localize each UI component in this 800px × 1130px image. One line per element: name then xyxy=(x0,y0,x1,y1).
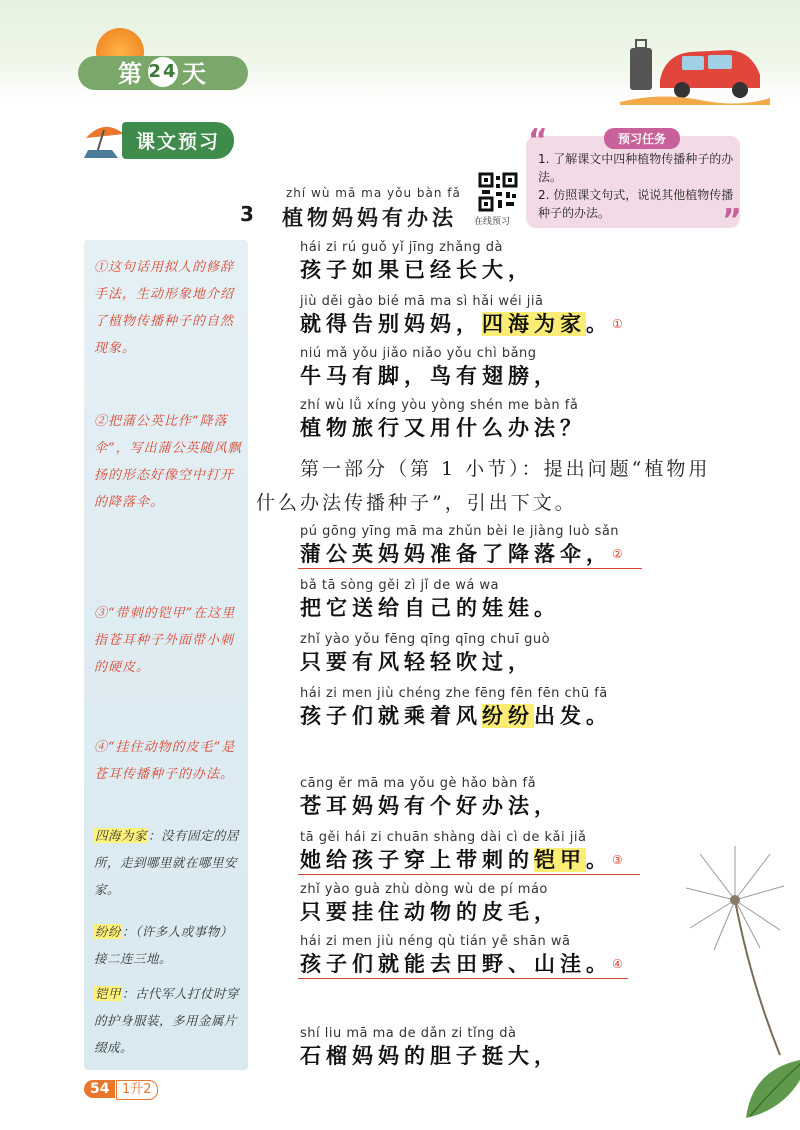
note-marker: ① xyxy=(612,317,628,331)
dandelion-icon xyxy=(680,840,790,1060)
task-item-2: 2. 仿照课文句式，说说其他植物传播种子的办法。 xyxy=(538,188,734,220)
note-4: ④“挂住动物的皮毛”是苍耳传播种子的办法。 xyxy=(94,740,236,782)
poem-line-8 xyxy=(300,686,612,730)
poem-line-11 xyxy=(300,882,560,926)
poem-line-3 xyxy=(300,346,560,390)
note-3: ③“带刺的铠甲”在这里指苍耳种子外面带小刺的硬皮。 xyxy=(94,606,236,675)
open-quote-icon: “ xyxy=(528,123,548,158)
highlight-term: 纷纷 xyxy=(482,704,534,728)
gloss-def: ：（许多人或事物）接二连三地。 xyxy=(94,924,233,966)
pinyin: zhǐ yào yǒu fēng qīng qīng chuī guò xyxy=(300,632,551,647)
hanzi: 苍耳妈妈有个好办法， xyxy=(300,794,560,818)
pinyin: niú mǎ yǒu jiǎo niǎo yǒu chì bǎng xyxy=(300,346,537,361)
day-number: 24 xyxy=(148,57,178,87)
pinyin: bǎ tā sòng gěi zì jǐ de wá wa xyxy=(300,578,500,593)
hanzi: 孩子们就乘着风纷纷出发。 xyxy=(300,704,612,728)
pinyin: hái zi rú guǒ yǐ jīng zhǎng dà xyxy=(300,240,503,255)
gloss-fenfen xyxy=(94,918,244,972)
underline xyxy=(298,874,640,875)
hanzi: 孩子如果已经长大， xyxy=(300,258,534,282)
hanzi: 蒲公英妈妈准备了降落伞，② xyxy=(300,542,628,566)
gloss-kaijia xyxy=(94,980,244,1061)
pinyin: shí liu mā ma de dǎn zi tǐng dà xyxy=(300,1026,517,1041)
hanzi: 只要有风轻轻吹过， xyxy=(300,650,534,674)
hanzi: 就得告别妈妈，四海为家。① xyxy=(300,312,628,336)
day-label xyxy=(118,54,208,89)
underline xyxy=(298,978,628,979)
hanzi: 只要挂住动物的皮毛， xyxy=(300,900,560,924)
gloss-term: 纷纷 xyxy=(95,924,122,939)
pinyin: hái zi men jiù chéng zhe fēng fēn fēn chū fā xyxy=(300,686,608,701)
pinyin: hái zi men jiù néng qù tián yě shān wā xyxy=(300,934,571,949)
hanzi: 把它送给自己的娃娃。 xyxy=(300,596,560,620)
car-luggage-icon xyxy=(620,20,770,105)
poem-line-12 xyxy=(300,934,628,978)
qr-code-icon[interactable] xyxy=(478,172,518,212)
note-marker: ② xyxy=(612,547,628,561)
lesson-number: 3 xyxy=(240,202,254,226)
section-header xyxy=(82,120,234,160)
poem-line-13 xyxy=(300,1026,560,1070)
day-suffix: 天 xyxy=(182,60,208,88)
gloss-def: ：古代军人打仗时穿的护身服装，多用金属片缀成。 xyxy=(94,986,240,1055)
lesson-title-pinyin: zhí wù mā ma yǒu bàn fǎ xyxy=(286,186,461,200)
poem-line-4 xyxy=(300,398,586,442)
task-title: 预习任务 xyxy=(604,128,680,149)
pinyin: pú gōng yīng mā ma zhǔn bèi le jiàng luò sǎn xyxy=(300,524,620,539)
lesson-title: 植物妈妈有办法 xyxy=(282,206,457,230)
poem-line-7 xyxy=(300,632,550,676)
poem-line-10 xyxy=(300,830,628,874)
note-2: ②把蒲公英比作“降落伞”，写出蒲公英随风飘扬的形态好像空中打开的降落伞。 xyxy=(94,414,242,510)
close-quote-icon: ” xyxy=(722,203,742,238)
leaf-icon xyxy=(742,1060,800,1120)
underline xyxy=(298,568,642,569)
highlight-term: 四海为家 xyxy=(482,312,586,336)
pinyin: zhí wù lǚ xíng yòu yòng shén me bàn fǎ xyxy=(300,398,579,413)
summary-line-2: 什么办法传播种子”，引出下文。 xyxy=(256,492,577,514)
note-1: ①这句话用拟人的修辞手法，生动形象地介绍了植物传播种子的自然现象。 xyxy=(94,260,235,356)
note-marker: ④ xyxy=(612,957,628,971)
day-prefix: 第 xyxy=(118,60,144,88)
gloss-term: 铠甲 xyxy=(95,986,122,1001)
poem-line-1 xyxy=(300,240,534,284)
gloss-def: ：没有固定的居所，走到哪里就在哪里安家。 xyxy=(94,828,240,897)
poem-line-6 xyxy=(300,578,560,622)
gloss-sihaiweijia xyxy=(94,822,244,903)
qr-label: 在线预习 xyxy=(474,217,511,227)
section-title: 课文预习 xyxy=(122,122,234,159)
poem-line-5 xyxy=(300,524,628,568)
hanzi: 植物旅行又用什么办法？ xyxy=(300,416,586,440)
hanzi: 牛马有脚，鸟有翅膀， xyxy=(300,364,560,388)
poem-line-2 xyxy=(300,294,628,338)
poem-line-9 xyxy=(300,776,560,820)
beach-umbrella-icon xyxy=(82,120,126,160)
pinyin: jiù děi gào bié mā ma sì hǎi wéi jiā xyxy=(300,294,544,309)
highlight-term: 铠甲 xyxy=(534,848,586,872)
hanzi: 她给孩子穿上带刺的铠甲。③ xyxy=(300,848,628,872)
task-item-1: 1. 了解课文中四种植物传播种子的办法。 xyxy=(538,152,734,184)
page-number: 54 xyxy=(84,1080,115,1098)
hanzi: 孩子们就能去田野、山洼。④ xyxy=(300,952,628,976)
gloss-term: 四海为家 xyxy=(95,828,148,843)
pinyin: tā gěi hái zi chuān shàng dài cì de kǎi jiǎ xyxy=(300,830,587,845)
pinyin: cāng ěr mā ma yǒu gè hǎo bàn fǎ xyxy=(300,776,537,791)
note-marker: ③ xyxy=(612,853,628,867)
grade-label: 1升2 xyxy=(116,1080,158,1100)
summary-line-1: 第一部分（第 1 小节）：提出问题“植物用 xyxy=(300,458,711,480)
hanzi: 石榴妈妈的胆子挺大， xyxy=(300,1044,560,1068)
pinyin: zhǐ yào guà zhù dòng wù de pí máo xyxy=(300,882,548,897)
preview-task-box xyxy=(526,123,742,238)
